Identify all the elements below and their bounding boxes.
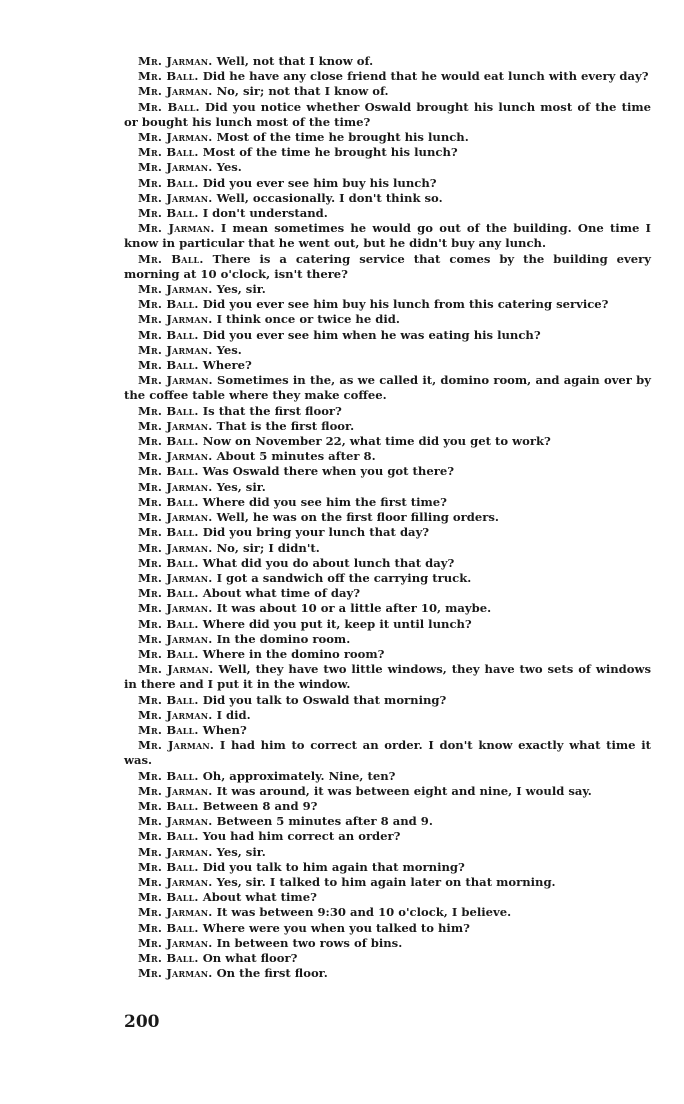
speaker-name: Mr. Ball.	[138, 464, 199, 479]
testimony-line	[124, 890, 651, 905]
speech-text: Did you notice whether Oswald brought his lunch most of the time or bought his lunch most of the time?	[124, 99, 651, 129]
speaker-name: Mr. Jarman.	[138, 540, 213, 555]
speaker-name: Mr. Ball.	[138, 494, 199, 509]
speaker-name: Mr. Jarman.	[138, 570, 213, 585]
speech-text: No, sir; not that I know of.	[216, 84, 389, 99]
testimony-line	[124, 84, 651, 99]
speaker-name: Mr. Ball.	[138, 297, 199, 312]
testimony-line	[124, 191, 651, 206]
speaker-name: Mr. Jarman.	[138, 479, 213, 494]
testimony-line	[124, 160, 651, 175]
testimony-line	[124, 312, 651, 327]
speech-text: Did you talk to Oswald that morning?	[202, 692, 447, 707]
testimony-line	[124, 814, 651, 829]
testimony-line	[124, 966, 651, 981]
testimony-line	[124, 464, 651, 479]
speech-text: Sometimes in the, as we called it, domino room, and again over by the coffee table where they make coffee.	[124, 373, 651, 403]
testimony-line	[124, 221, 651, 251]
speaker-name: Mr. Jarman.	[138, 221, 215, 236]
speech-text: Well, not that I know of.	[216, 54, 374, 68]
testimony-line	[124, 601, 651, 616]
page-number: 200	[124, 1012, 160, 1032]
speech-text: Between 8 and 9?	[202, 798, 318, 813]
speech-text: Most of the time he brought his lunch.	[216, 130, 469, 145]
speaker-name: Mr. Ball.	[138, 890, 199, 905]
speaker-name: Mr. Jarman.	[138, 130, 213, 145]
speech-text: Did you ever see him buy his lunch from this catering service?	[202, 297, 609, 312]
speaker-name: Mr. Jarman.	[138, 783, 213, 798]
testimony-line	[124, 556, 651, 571]
speaker-name: Mr. Ball.	[138, 920, 199, 935]
speaker-name: Mr. Ball.	[138, 434, 199, 449]
speech-text: Yes, sir.	[216, 282, 266, 297]
speech-text: About 5 minutes after 8.	[216, 449, 376, 464]
speech-text: There is a catering service that comes by the building every morning at 10 o'clock, isn't there?	[124, 251, 651, 281]
speaker-name: Mr. Ball.	[138, 616, 199, 631]
speaker-name: Mr. Ball.	[138, 586, 199, 601]
speaker-name: Mr. Jarman.	[138, 738, 215, 753]
testimony-line	[124, 510, 651, 525]
speaker-name: Mr. Ball.	[138, 798, 199, 813]
testimony-line	[124, 480, 651, 495]
speech-text: About what time of day?	[202, 586, 361, 601]
speech-text: That is the first floor.	[216, 418, 355, 433]
testimony-line	[124, 495, 651, 510]
testimony-line	[124, 130, 651, 145]
testimony-line	[124, 252, 651, 282]
testimony-line	[124, 647, 651, 662]
speaker-name: Mr. Ball.	[138, 829, 199, 844]
speaker-name: Mr. Ball.	[138, 175, 199, 190]
speaker-name: Mr. Jarman.	[138, 814, 213, 829]
testimony-line	[124, 525, 651, 540]
testimony-line	[124, 829, 651, 844]
speech-text: Where in the domino room?	[202, 646, 385, 661]
testimony-line	[124, 145, 651, 160]
speech-text: Yes.	[216, 160, 242, 175]
speech-text: Where did you see him the first time?	[202, 494, 447, 509]
testimony-line	[124, 358, 651, 373]
testimony-line	[124, 738, 651, 768]
speaker-name: Mr. Jarman.	[138, 844, 213, 859]
speech-text: Was Oswald there when you got there?	[202, 464, 454, 479]
testimony-line	[124, 905, 651, 920]
speaker-name: Mr. Ball.	[138, 251, 204, 266]
speaker-name: Mr. Ball.	[138, 99, 200, 114]
testimony-line	[124, 936, 651, 951]
testimony-line	[124, 860, 651, 875]
speaker-name: Mr. Ball.	[138, 69, 199, 84]
speaker-name: Mr. Jarman.	[138, 662, 214, 677]
speaker-name: Mr. Ball.	[138, 859, 199, 874]
testimony-line	[124, 343, 651, 358]
speaker-name: Mr. Jarman.	[138, 342, 213, 357]
testimony-line	[124, 434, 651, 449]
testimony-line	[124, 69, 651, 84]
speaker-name: Mr. Ball.	[138, 358, 199, 373]
speech-text: I had him to correct an order. I don't know exactly what time it was.	[124, 738, 651, 768]
speaker-name: Mr. Jarman.	[138, 707, 213, 722]
speaker-name: Mr. Ball.	[138, 403, 199, 418]
testimony-line	[124, 328, 651, 343]
speech-text: In between two rows of bins.	[216, 935, 403, 950]
testimony-line	[124, 586, 651, 601]
speech-text: Yes, sir. I talked to him again later on that morning.	[216, 874, 556, 889]
speech-text: Where?	[202, 358, 252, 373]
speaker-name: Mr. Ball.	[138, 327, 199, 342]
speaker-name: Mr. Jarman.	[138, 373, 213, 388]
speaker-name: Mr. Ball.	[138, 145, 199, 160]
speaker-name: Mr. Jarman.	[138, 510, 213, 525]
testimony-line	[124, 419, 651, 434]
speaker-name: Mr. Jarman.	[138, 601, 213, 616]
testimony-line	[124, 845, 651, 860]
testimony-line	[124, 693, 651, 708]
speech-text: It was between 9:30 and 10 o'clock, I believe.	[216, 905, 512, 920]
speaker-name: Mr. Ball.	[138, 950, 199, 965]
speech-text: Well, he was on the first floor filling orders.	[216, 510, 499, 525]
testimony-line	[124, 662, 651, 692]
speech-text: Where did you put it, keep it until lunch?	[202, 616, 472, 631]
testimony-line	[124, 282, 651, 297]
speech-text: It was around, it was between eight and nine, I would say.	[216, 783, 592, 798]
speaker-name: Mr. Ball.	[138, 206, 199, 221]
testimony-line	[124, 723, 651, 738]
testimony-line	[124, 176, 651, 191]
testimony-line	[124, 449, 651, 464]
testimony-line	[124, 784, 651, 799]
speaker-name: Mr. Ball.	[138, 768, 199, 783]
speaker-name: Mr. Ball.	[138, 646, 199, 661]
speech-text: On the first floor.	[216, 966, 328, 981]
speech-text: Oh, approximately. Nine, ten?	[202, 768, 396, 783]
speaker-name: Mr. Jarman.	[138, 874, 213, 889]
speech-text: Well, occasionally. I don't think so.	[216, 190, 443, 205]
speech-text: Most of the time he brought his lunch?	[202, 145, 458, 160]
testimony-line	[124, 632, 651, 647]
testimony-line	[124, 799, 651, 814]
speech-text: Did you ever see him buy his lunch?	[202, 175, 437, 190]
speech-text: On what floor?	[202, 950, 298, 965]
speech-text: I don't understand.	[202, 206, 328, 221]
speech-text: I think once or twice he did.	[216, 312, 400, 327]
speech-text: Yes, sir.	[216, 479, 266, 494]
speech-text: I mean sometimes he would go out of the building. One time I know in particular that he went out, but he didn't buy any lunch.	[124, 221, 651, 251]
speech-text: Now on November 22, what time did you get to work?	[202, 434, 551, 449]
speech-text: When?	[202, 722, 247, 737]
speaker-name: Mr. Jarman.	[138, 905, 213, 920]
speaker-name: Mr. Ball.	[138, 692, 199, 707]
speech-text: Did you bring your lunch that day?	[202, 525, 430, 540]
speech-text: Did he have any close friend that he would eat lunch with every day?	[202, 69, 649, 84]
speech-text: Did you talk to him again that morning?	[202, 859, 465, 874]
speaker-name: Mr. Ball.	[138, 722, 199, 737]
testimony-line	[124, 54, 651, 69]
speech-text: Where were you when you talked to him?	[202, 920, 470, 935]
testimony-line	[124, 617, 651, 632]
speaker-name: Mr. Jarman.	[138, 190, 213, 205]
testimony-line	[124, 100, 651, 130]
speech-text: About what time?	[202, 890, 317, 905]
speaker-name: Mr. Jarman.	[138, 966, 213, 981]
speech-text: Did you ever see him when he was eating his lunch?	[202, 327, 541, 342]
speech-text: I got a sandwich off the carrying truck.	[216, 570, 472, 585]
testimony-line	[124, 373, 651, 403]
speech-text: What did you do about lunch that day?	[202, 555, 455, 570]
speech-text: Yes, sir.	[216, 844, 266, 859]
testimony-line	[124, 571, 651, 586]
speech-text: Well, they have two little windows, they have two sets of windows in there and I put it in the window.	[124, 662, 652, 692]
speaker-name: Mr. Jarman.	[138, 160, 213, 175]
testimony-line	[124, 921, 651, 936]
speaker-name: Mr. Jarman.	[138, 631, 213, 646]
speaker-name: Mr. Ball.	[138, 525, 199, 540]
speaker-name: Mr. Jarman.	[138, 418, 213, 433]
speech-text: No, sir; I didn't.	[216, 540, 320, 555]
speaker-name: Mr. Jarman.	[138, 54, 213, 68]
testimony-line	[124, 708, 651, 723]
speech-text: Between 5 minutes after 8 and 9.	[216, 814, 433, 829]
speaker-name: Mr. Jarman.	[138, 312, 213, 327]
speaker-name: Mr. Jarman.	[138, 449, 213, 464]
testimony-line	[124, 541, 651, 556]
testimony-line	[124, 404, 651, 419]
testimony-line	[124, 875, 651, 890]
speech-text: Yes.	[216, 342, 242, 357]
testimony-line	[124, 206, 651, 221]
speech-text: You had him correct an order?	[202, 829, 401, 844]
speech-text: In the domino room.	[216, 631, 351, 646]
speaker-name: Mr. Jarman.	[138, 282, 213, 297]
speaker-name: Mr. Jarman.	[138, 935, 213, 950]
testimony-transcript	[124, 54, 651, 981]
speech-text: It was about 10 or a little after 10, maybe.	[216, 601, 492, 616]
testimony-line	[124, 769, 651, 784]
testimony-line	[124, 951, 651, 966]
speaker-name: Mr. Jarman.	[138, 84, 213, 99]
testimony-line	[124, 297, 651, 312]
speech-text: Is that the first floor?	[202, 403, 342, 418]
speaker-name: Mr. Ball.	[138, 555, 199, 570]
speech-text: I did.	[216, 707, 251, 722]
